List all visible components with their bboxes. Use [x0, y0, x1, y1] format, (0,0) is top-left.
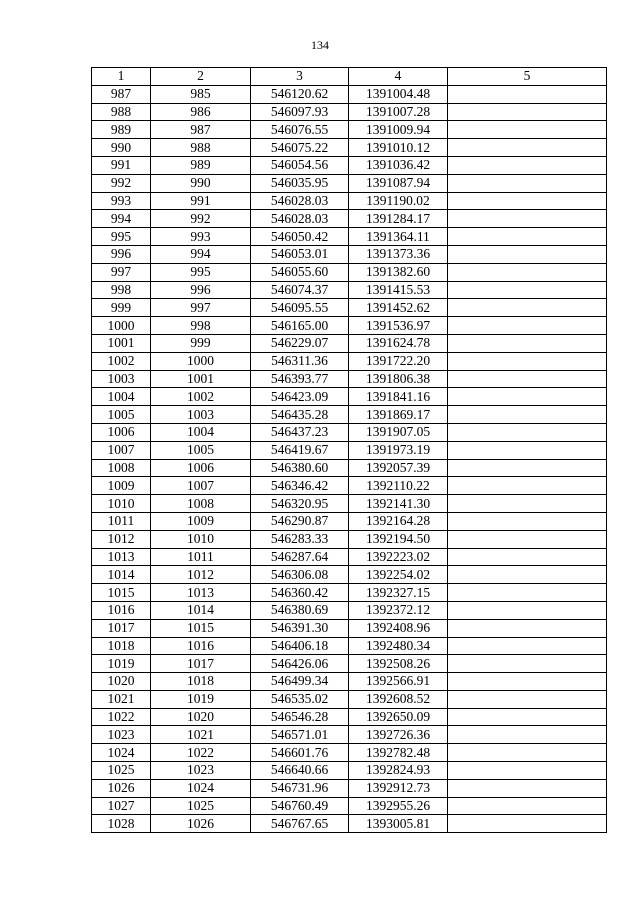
table-cell: 1391009.94 — [349, 121, 448, 139]
table-cell — [448, 228, 607, 246]
table-cell: 1026 — [151, 815, 251, 833]
table-cell — [448, 690, 607, 708]
table-cell: 1019 — [151, 690, 251, 708]
table-cell: 996 — [92, 245, 151, 263]
table-cell: 546074.37 — [251, 281, 349, 299]
table-cell: 988 — [151, 139, 251, 157]
table-cell: 1002 — [92, 352, 151, 370]
table-cell: 1016 — [92, 601, 151, 619]
table-cell — [448, 708, 607, 726]
table-cell: 546731.96 — [251, 779, 349, 797]
table-cell: 546437.23 — [251, 423, 349, 441]
page-number: 134 — [311, 38, 329, 52]
table-cell: 1391010.12 — [349, 139, 448, 157]
table-cell: 1393005.81 — [349, 815, 448, 833]
table-cell: 999 — [92, 299, 151, 317]
table-row — [92, 815, 607, 833]
table-row — [92, 210, 607, 228]
table-cell — [448, 797, 607, 815]
table-cell — [448, 245, 607, 263]
table-cell: 1010 — [151, 530, 251, 548]
table-cell — [448, 121, 607, 139]
table-cell: 1392650.09 — [349, 708, 448, 726]
table-cell: 1392824.93 — [349, 762, 448, 780]
table-row — [92, 139, 607, 157]
table-cell: 993 — [92, 192, 151, 210]
table-cell: 999 — [151, 334, 251, 352]
table-cell: 546028.03 — [251, 192, 349, 210]
table-cell: 1392372.12 — [349, 601, 448, 619]
table-row — [92, 406, 607, 424]
table-cell: 1392782.48 — [349, 744, 448, 762]
table-header-row — [92, 68, 607, 86]
table-cell: 1022 — [151, 744, 251, 762]
table-cell — [448, 85, 607, 103]
table-cell: 546075.22 — [251, 139, 349, 157]
table-cell: 1392194.50 — [349, 530, 448, 548]
table-cell — [448, 530, 607, 548]
table-cell: 1392327.15 — [349, 584, 448, 602]
table-cell: 546320.95 — [251, 495, 349, 513]
table-cell: 990 — [92, 139, 151, 157]
table-cell — [448, 441, 607, 459]
table-cell: 546535.02 — [251, 690, 349, 708]
table-row — [92, 690, 607, 708]
table-cell: 1392726.36 — [349, 726, 448, 744]
table-cell — [448, 174, 607, 192]
table-body — [92, 85, 607, 832]
table-cell: 546346.42 — [251, 477, 349, 495]
table-cell: 1001 — [92, 334, 151, 352]
table-cell: 546499.34 — [251, 673, 349, 691]
table-cell: 1000 — [92, 317, 151, 335]
table-cell: 546380.69 — [251, 601, 349, 619]
table-cell: 546391.30 — [251, 619, 349, 637]
table-cell — [448, 139, 607, 157]
table-cell: 1011 — [151, 548, 251, 566]
table-row — [92, 370, 607, 388]
table-cell: 546050.42 — [251, 228, 349, 246]
table-cell — [448, 726, 607, 744]
table-cell: 1392955.26 — [349, 797, 448, 815]
table-cell: 1391624.78 — [349, 334, 448, 352]
table-cell: 1391973.19 — [349, 441, 448, 459]
table-row — [92, 495, 607, 513]
table-row — [92, 388, 607, 406]
table-cell: 1008 — [151, 495, 251, 513]
table-row — [92, 584, 607, 602]
table-cell: 988 — [92, 103, 151, 121]
table-cell: 1012 — [151, 566, 251, 584]
table-row — [92, 673, 607, 691]
table-row — [92, 192, 607, 210]
table-cell: 1025 — [151, 797, 251, 815]
table-cell: 1015 — [92, 584, 151, 602]
table-cell: 1392480.34 — [349, 637, 448, 655]
coordinates-table — [91, 67, 607, 833]
table-cell: 546165.00 — [251, 317, 349, 335]
table-cell: 1392508.26 — [349, 655, 448, 673]
table-cell: 1392608.52 — [349, 690, 448, 708]
table-cell: 546229.07 — [251, 334, 349, 352]
table-cell: 997 — [151, 299, 251, 317]
table-row — [92, 299, 607, 317]
column-header: 2 — [151, 68, 251, 86]
table-cell: 1021 — [92, 690, 151, 708]
table-cell — [448, 210, 607, 228]
table-cell — [448, 352, 607, 370]
table-cell: 1004 — [92, 388, 151, 406]
table-row — [92, 566, 607, 584]
table-cell: 1009 — [92, 477, 151, 495]
table-cell: 985 — [151, 85, 251, 103]
table-cell: 1025 — [92, 762, 151, 780]
table-cell: 1024 — [92, 744, 151, 762]
table-cell: 1012 — [92, 530, 151, 548]
table-row — [92, 779, 607, 797]
table-cell — [448, 281, 607, 299]
table-cell: 1003 — [151, 406, 251, 424]
table-cell: 546426.06 — [251, 655, 349, 673]
table-cell: 546311.36 — [251, 352, 349, 370]
table-row — [92, 619, 607, 637]
table-cell — [448, 370, 607, 388]
table-cell: 1392141.30 — [349, 495, 448, 513]
table-cell: 1391382.60 — [349, 263, 448, 281]
table-row — [92, 281, 607, 299]
table-cell — [448, 744, 607, 762]
table-cell: 546419.67 — [251, 441, 349, 459]
table-cell: 1391284.17 — [349, 210, 448, 228]
table-cell: 987 — [151, 121, 251, 139]
table-cell: 1013 — [92, 548, 151, 566]
table-cell: 1026 — [92, 779, 151, 797]
table-row — [92, 726, 607, 744]
table-cell — [448, 619, 607, 637]
table-cell: 1021 — [151, 726, 251, 744]
table-row — [92, 85, 607, 103]
table-cell: 1008 — [92, 459, 151, 477]
table-cell: 546393.77 — [251, 370, 349, 388]
table-cell — [448, 601, 607, 619]
table-cell: 994 — [151, 245, 251, 263]
table-cell: 1006 — [151, 459, 251, 477]
table-row — [92, 174, 607, 192]
table-row — [92, 459, 607, 477]
table-cell: 1017 — [151, 655, 251, 673]
table-row — [92, 601, 607, 619]
table-cell: 1391869.17 — [349, 406, 448, 424]
table-cell: 1020 — [151, 708, 251, 726]
table-cell — [448, 566, 607, 584]
table-cell: 546055.60 — [251, 263, 349, 281]
table-cell: 1028 — [92, 815, 151, 833]
table-cell: 1001 — [151, 370, 251, 388]
table-cell: 1391087.94 — [349, 174, 448, 192]
table-cell: 1000 — [151, 352, 251, 370]
table-row — [92, 548, 607, 566]
table-row — [92, 352, 607, 370]
table-cell — [448, 388, 607, 406]
table-cell: 1392223.02 — [349, 548, 448, 566]
table-cell: 1013 — [151, 584, 251, 602]
table-cell — [448, 406, 607, 424]
table-cell: 546054.56 — [251, 156, 349, 174]
table-cell: 1391452.62 — [349, 299, 448, 317]
table-cell: 546283.33 — [251, 530, 349, 548]
column-header: 5 — [448, 68, 607, 86]
table-cell: 1007 — [151, 477, 251, 495]
table-cell: 989 — [151, 156, 251, 174]
table-cell: 998 — [92, 281, 151, 299]
table-row — [92, 263, 607, 281]
table-cell: 546406.18 — [251, 637, 349, 655]
table-cell: 1392254.02 — [349, 566, 448, 584]
table-cell: 1005 — [151, 441, 251, 459]
column-header: 1 — [92, 68, 151, 86]
table-cell: 546546.28 — [251, 708, 349, 726]
table-cell — [448, 192, 607, 210]
table-cell: 1022 — [92, 708, 151, 726]
table-row — [92, 762, 607, 780]
table-row — [92, 245, 607, 263]
table-cell: 996 — [151, 281, 251, 299]
table-cell: 546640.66 — [251, 762, 349, 780]
table-cell: 546028.03 — [251, 210, 349, 228]
table-cell: 1392057.39 — [349, 459, 448, 477]
table-cell — [448, 655, 607, 673]
table-cell: 1391004.48 — [349, 85, 448, 103]
table-cell: 546380.60 — [251, 459, 349, 477]
table-cell: 1010 — [92, 495, 151, 513]
table-cell: 1391806.38 — [349, 370, 448, 388]
table-cell: 546767.65 — [251, 815, 349, 833]
table-cell — [448, 317, 607, 335]
table-cell — [448, 815, 607, 833]
table-cell: 546097.93 — [251, 103, 349, 121]
table-cell — [448, 299, 607, 317]
table-cell: 1019 — [92, 655, 151, 673]
table-cell: 995 — [92, 228, 151, 246]
table-cell: 986 — [151, 103, 251, 121]
table-cell — [448, 103, 607, 121]
table-row — [92, 477, 607, 495]
table-cell: 1391907.05 — [349, 423, 448, 441]
table-cell: 1391536.97 — [349, 317, 448, 335]
table-cell: 1392110.22 — [349, 477, 448, 495]
table-cell: 998 — [151, 317, 251, 335]
table-cell — [448, 495, 607, 513]
table-row — [92, 708, 607, 726]
table-cell: 991 — [92, 156, 151, 174]
table-cell: 1392912.73 — [349, 779, 448, 797]
table-cell: 546571.01 — [251, 726, 349, 744]
table-cell: 1018 — [151, 673, 251, 691]
table-cell — [448, 584, 607, 602]
table-cell: 546290.87 — [251, 512, 349, 530]
table-cell — [448, 156, 607, 174]
table-cell: 1017 — [92, 619, 151, 637]
column-header: 3 — [251, 68, 349, 86]
table-cell: 1015 — [151, 619, 251, 637]
table-cell: 992 — [92, 174, 151, 192]
table-cell: 1391373.36 — [349, 245, 448, 263]
table-cell: 1391415.53 — [349, 281, 448, 299]
table-cell — [448, 477, 607, 495]
table-cell: 1392164.28 — [349, 512, 448, 530]
table-cell — [448, 762, 607, 780]
table-cell: 1027 — [92, 797, 151, 815]
table-cell: 1391036.42 — [349, 156, 448, 174]
table-cell: 997 — [92, 263, 151, 281]
table-cell: 991 — [151, 192, 251, 210]
table-cell: 1023 — [151, 762, 251, 780]
table-cell: 989 — [92, 121, 151, 139]
table-cell: 546035.95 — [251, 174, 349, 192]
table-row — [92, 797, 607, 815]
table-cell — [448, 779, 607, 797]
column-header: 4 — [349, 68, 448, 86]
table-cell: 546095.55 — [251, 299, 349, 317]
table-cell: 1011 — [92, 512, 151, 530]
table-cell: 995 — [151, 263, 251, 281]
table-cell: 987 — [92, 85, 151, 103]
table-cell: 1392566.91 — [349, 673, 448, 691]
table-row — [92, 423, 607, 441]
table-cell: 1006 — [92, 423, 151, 441]
table-cell: 1014 — [92, 566, 151, 584]
table-cell — [448, 548, 607, 566]
table-row — [92, 441, 607, 459]
table-row — [92, 121, 607, 139]
table-cell: 990 — [151, 174, 251, 192]
table-cell: 546053.01 — [251, 245, 349, 263]
table-cell: 1391007.28 — [349, 103, 448, 121]
table-row — [92, 655, 607, 673]
table-cell: 1020 — [92, 673, 151, 691]
table-cell: 1007 — [92, 441, 151, 459]
table-cell: 546120.62 — [251, 85, 349, 103]
table-cell: 994 — [92, 210, 151, 228]
table-cell: 1391722.20 — [349, 352, 448, 370]
table-cell: 1391364.11 — [349, 228, 448, 246]
table-cell: 1391190.02 — [349, 192, 448, 210]
table-cell: 993 — [151, 228, 251, 246]
table-cell: 546076.55 — [251, 121, 349, 139]
table-cell: 546601.76 — [251, 744, 349, 762]
table-cell — [448, 423, 607, 441]
table-cell: 1014 — [151, 601, 251, 619]
table-row — [92, 228, 607, 246]
table-row — [92, 512, 607, 530]
table-cell: 546287.64 — [251, 548, 349, 566]
table-row — [92, 103, 607, 121]
table-cell: 1016 — [151, 637, 251, 655]
table-row — [92, 317, 607, 335]
table-row — [92, 334, 607, 352]
table-cell: 1023 — [92, 726, 151, 744]
table-cell: 546360.42 — [251, 584, 349, 602]
table-cell — [448, 512, 607, 530]
table-cell: 546423.09 — [251, 388, 349, 406]
table-cell: 992 — [151, 210, 251, 228]
table-cell — [448, 637, 607, 655]
table-cell: 1005 — [92, 406, 151, 424]
table-cell — [448, 334, 607, 352]
table-cell: 1004 — [151, 423, 251, 441]
table-cell — [448, 673, 607, 691]
table-cell: 1392408.96 — [349, 619, 448, 637]
table-cell — [448, 459, 607, 477]
table-cell — [448, 263, 607, 281]
table-cell: 546760.49 — [251, 797, 349, 815]
table-cell: 546306.08 — [251, 566, 349, 584]
table-row — [92, 744, 607, 762]
table-row — [92, 156, 607, 174]
table-cell: 1009 — [151, 512, 251, 530]
table-row — [92, 637, 607, 655]
table-cell: 546435.28 — [251, 406, 349, 424]
table-row — [92, 530, 607, 548]
table-cell: 1018 — [92, 637, 151, 655]
table-cell: 1024 — [151, 779, 251, 797]
table-cell: 1391841.16 — [349, 388, 448, 406]
table-cell: 1003 — [92, 370, 151, 388]
table-cell: 1002 — [151, 388, 251, 406]
